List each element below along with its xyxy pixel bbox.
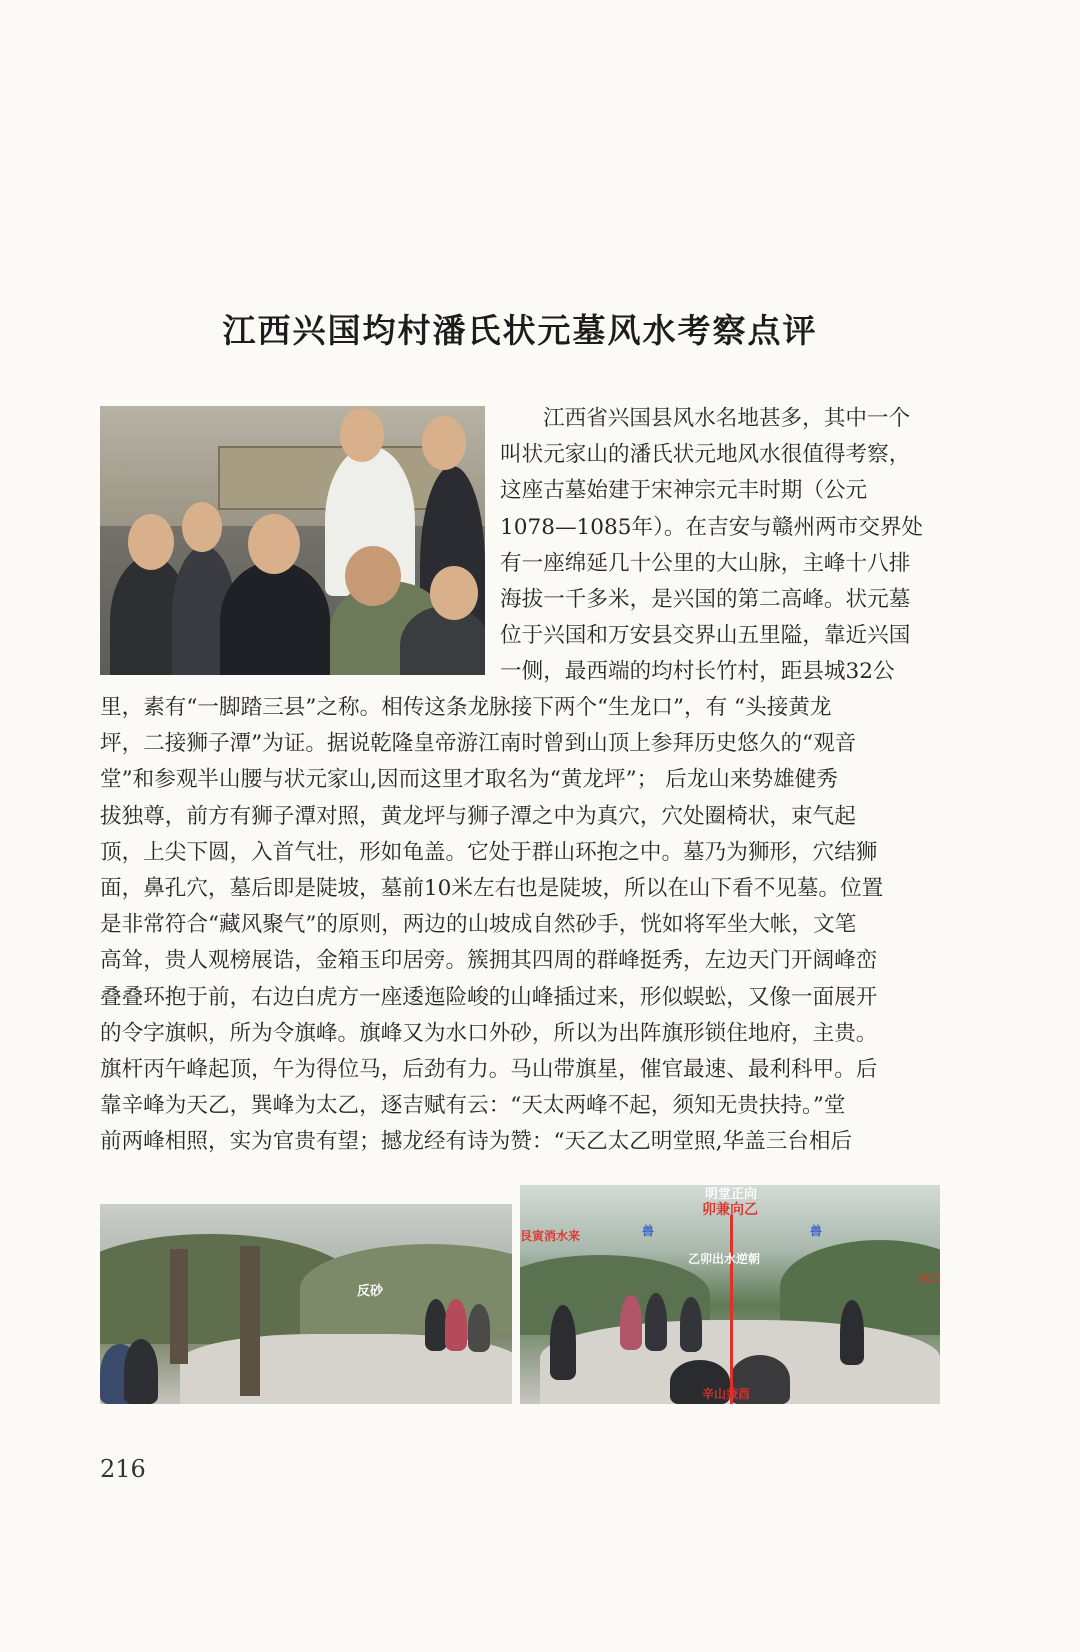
photo-person	[840, 1300, 864, 1365]
compass-direction-line	[730, 1215, 733, 1404]
photo-label-dot2: 兽	[810, 1224, 823, 1238]
photo-person	[550, 1305, 576, 1380]
intro-line: 这座古墓始建于宋神宗元丰时期（公元	[500, 478, 868, 504]
intro-line: 有一座绵延几十公里的大山脉，主峰十八排	[500, 550, 911, 576]
body-line: 拔独尊，前方有狮子潭对照，黄龙坪与狮子潭之中为真穴，穴处圈椅状，束气起	[100, 803, 856, 829]
body-line: 靠辛峰为天乙，巽峰为太乙，逐吉赋有云：“天太两峰不起，须知无贵扶持。”堂	[100, 1093, 846, 1119]
photo-label-top2: 卯兼向乙	[702, 1202, 758, 1218]
intro-paragraph	[500, 401, 940, 691]
intro-line: 1078—1085年）。在吉安与赣州两市交界处	[500, 514, 924, 540]
photo-person	[645, 1293, 667, 1351]
photo-person-head	[248, 514, 300, 574]
photo-person	[124, 1339, 158, 1404]
body-line: 是非常符合“藏风聚气”的原则，两边的山坡成自然砂手，恍如将军坐大帐，文笔	[100, 912, 857, 938]
photo-person	[425, 1299, 447, 1351]
intro-line: 位于兴国和万安县交界山五里隘，靠近兴国	[500, 623, 911, 649]
photo-person-head	[182, 502, 222, 552]
photo-stone-post	[170, 1249, 188, 1364]
photo-person	[620, 1295, 642, 1350]
photo-stone-post	[240, 1246, 260, 1396]
body-line: 面，鼻孔穴，墓后即是陡坡，墓前10米左右也是陡坡，所以在山下看不见墓。位置	[100, 875, 884, 901]
photo-group-inspection	[100, 406, 485, 675]
body-line: 的令字旗帜，所为令旗峰。旗峰又为水口外砂，所以为出阵旗形锁住地府，主贵。	[100, 1020, 878, 1046]
photo-tomb-site-right	[520, 1185, 940, 1404]
body-line: 顶，上尖下圆，入首气壮，形如龟盖。它处于群山环抱之中。墓乃为狮形，穴结狮	[100, 839, 878, 865]
photo-person-head	[340, 408, 384, 462]
body-line: 坪，二接狮子潭”为证。据说乾隆皇帝游江南时曾到山顶上参拜历史悠久的“观音	[100, 731, 857, 757]
body-line: 高耸，贵人观榜展诰，金箱玉印居旁。簇拥其四周的群峰挺秀，左边天门开阔峰峦	[100, 948, 878, 974]
photo-person-head	[345, 546, 401, 606]
photo-label-middle: 乙卯出水逆朝	[688, 1252, 761, 1266]
body-paragraph	[100, 690, 940, 1160]
body-line: 旗杆丙午峰起顶，午为得位马，后劲有力。马山带旗星，催官最速、最利科甲。后	[100, 1056, 878, 1082]
article-title: 江西兴国均村潘氏状元墓风水考察点评	[222, 311, 818, 350]
photo-label-top1: 明堂正向	[705, 1187, 758, 1202]
photo-label-dot1: 兽	[642, 1224, 655, 1238]
photo-person-main	[220, 561, 330, 675]
photo-person-head	[430, 566, 478, 620]
body-line: 里，素有“一脚踏三县”之称。相传这条龙脉接下两个“生龙口”，有 “头接黄龙	[100, 695, 832, 720]
page-number: 216	[100, 1455, 146, 1483]
photo-person-head	[128, 514, 174, 570]
photo-person	[468, 1304, 490, 1352]
intro-line: 叫状元家山的潘氏状元地风水很值得考察，	[500, 442, 911, 468]
photo-label-right: 水口	[918, 1272, 940, 1285]
photo-person	[445, 1299, 467, 1351]
body-line: 前两峰相照，实为官贵有望；撼龙经有诗为赞：“天乙太乙明堂照,华盖三台相后	[100, 1129, 853, 1155]
photo-label-fansha: 反砂	[357, 1284, 384, 1299]
intro-line: 江西省兴国县风水名地甚多，其中一个	[543, 406, 911, 431]
intro-line: 海拔一千多米，是兴国的第二高峰。状元墓	[500, 586, 911, 612]
photo-label-bottom: 辛山兼酉	[702, 1387, 751, 1401]
photo-label-left: 艮寅消水来	[520, 1229, 581, 1243]
photo-person	[680, 1297, 702, 1352]
intro-line: 一侧，最西端的均村长竹村，距县城32公	[500, 659, 895, 685]
photo-tomb-site-left	[100, 1204, 512, 1404]
body-line: 堂”和参观半山腰与状元家山,因而这里才取名为“黄龙坪”； 后龙山来势雄健秀	[100, 767, 838, 793]
photo-person-head	[422, 416, 466, 470]
body-line: 叠叠环抱于前，右边白虎方一座逶迤险峻的山峰插过来，形似蜈蚣，又像一面展开	[100, 984, 878, 1010]
